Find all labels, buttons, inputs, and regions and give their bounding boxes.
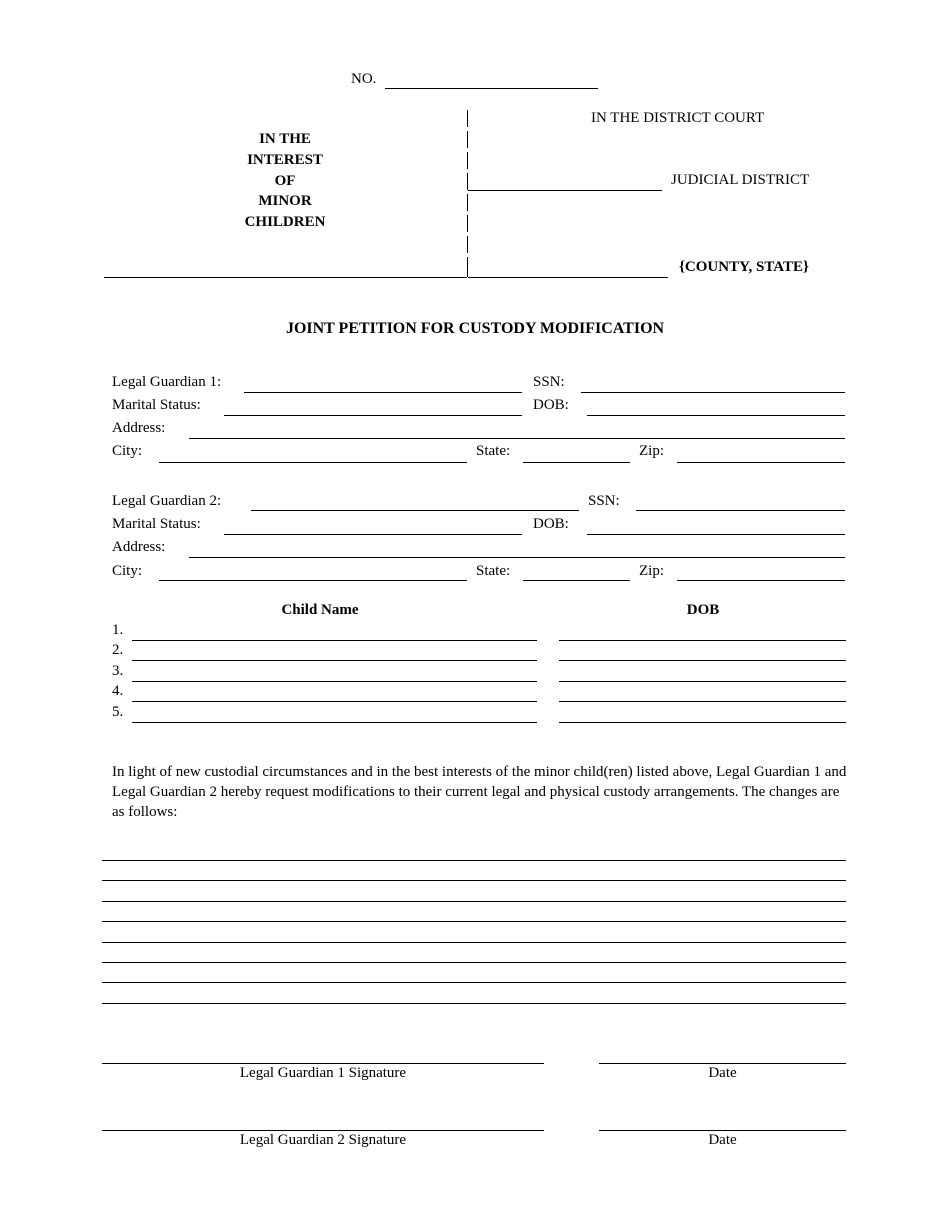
guardian2-ssn-field[interactable] [636, 510, 845, 511]
child-row-number: 1. [112, 622, 124, 638]
child-name-header: Child Name [281, 602, 359, 618]
guardian1-dob-field[interactable] [587, 415, 845, 416]
guardian1-date-label: Date [708, 1065, 737, 1081]
guardian1-date-field[interactable] [599, 1063, 846, 1064]
child-row-number: 3. [112, 663, 124, 679]
petition-statement: In light of new custodial circumstances and in the best interests of the minor child(ren) listed above, Legal Guardian 1 and Legal Guardian 2 hereby request modifications to their current legal and physical custody arrangements. The changes are as follows: [112, 764, 847, 820]
guardian1-state-field[interactable] [523, 462, 630, 463]
caption-divider [467, 110, 468, 127]
guardian1-name-field[interactable] [244, 392, 522, 393]
caption-divider [467, 236, 468, 253]
child-dob-header: DOB [686, 602, 720, 618]
guardian2-state-field[interactable] [523, 580, 630, 581]
guardian1-city-label: City: [112, 443, 143, 459]
child-name-field[interactable] [132, 640, 537, 641]
child-name-field[interactable] [132, 722, 537, 723]
guardian2-date-field[interactable] [599, 1130, 846, 1131]
guardian2-name-field[interactable] [251, 510, 579, 511]
caption-divider [467, 215, 468, 232]
guardian2-city-label: City: [112, 563, 143, 579]
caption-line-4: MINOR [258, 193, 312, 209]
judicial-district-label: JUDICIAL DISTRICT [671, 172, 810, 188]
guardian1-ssn-label: SSN: [533, 374, 565, 390]
guardian2-marital-field[interactable] [224, 534, 522, 535]
child-dob-field[interactable] [559, 681, 846, 682]
county-field[interactable] [468, 277, 668, 278]
guardian1-marital-label: Marital Status: [112, 397, 201, 413]
guardian2-date-label: Date [708, 1132, 737, 1148]
child-name-field[interactable] [132, 660, 537, 661]
court-name: IN THE DISTRICT COURT [591, 110, 765, 126]
guardian1-address-label: Address: [112, 420, 166, 436]
changes-line[interactable] [102, 880, 846, 881]
guardian2-name-label: Legal Guardian 2: [112, 493, 222, 509]
guardian2-address-label: Address: [112, 539, 166, 555]
changes-line[interactable] [102, 921, 846, 922]
guardian2-zip-field[interactable] [677, 580, 845, 581]
guardian2-dob-field[interactable] [587, 534, 845, 535]
guardian2-ssn-label: SSN: [588, 493, 620, 509]
guardian2-address-field[interactable] [189, 557, 845, 558]
guardian1-city-field[interactable] [159, 462, 467, 463]
guardian1-state-label: State: [476, 443, 511, 459]
child-row-number: 2. [112, 642, 124, 658]
guardian1-marital-field[interactable] [224, 415, 522, 416]
district-number-field[interactable] [468, 190, 662, 191]
caption-divider [467, 131, 468, 148]
caption-line-2: INTEREST [247, 152, 323, 168]
guardian1-name-label: Legal Guardian 1: [112, 374, 222, 390]
caption-divider [467, 257, 468, 277]
child-row-number: 4. [112, 683, 124, 699]
guardian1-address-field[interactable] [189, 438, 845, 439]
caption-line-3: OF [274, 173, 296, 189]
guardian1-zip-label: Zip: [639, 443, 664, 459]
guardian2-city-field[interactable] [159, 580, 467, 581]
caption-bottom-rule [104, 277, 467, 278]
case-number-field[interactable] [385, 88, 598, 89]
guardian2-marital-label: Marital Status: [112, 516, 201, 532]
guardian2-dob-label: DOB: [533, 516, 569, 532]
guardian2-signature-label: Legal Guardian 2 Signature [239, 1132, 407, 1148]
child-name-field[interactable] [132, 681, 537, 682]
county-state-label: {COUNTY, STATE} [679, 259, 809, 275]
child-dob-field[interactable] [559, 722, 846, 723]
caption-divider [467, 194, 468, 211]
guardian2-state-label: State: [476, 563, 511, 579]
guardian1-signature-field[interactable] [102, 1063, 544, 1064]
document-title: JOINT PETITION FOR CUSTODY MODIFICATION [285, 320, 665, 337]
guardian2-zip-label: Zip: [639, 563, 664, 579]
child-dob-field[interactable] [559, 660, 846, 661]
guardian1-signature-label: Legal Guardian 1 Signature [239, 1065, 407, 1081]
changes-line[interactable] [102, 962, 846, 963]
caption-divider [467, 173, 468, 190]
guardian1-ssn-field[interactable] [581, 392, 845, 393]
guardian2-signature-field[interactable] [102, 1130, 544, 1131]
child-dob-field[interactable] [559, 640, 846, 641]
caption-line-1: IN THE [259, 131, 311, 147]
child-row-number: 5. [112, 704, 124, 720]
guardian1-dob-label: DOB: [533, 397, 569, 413]
caption-line-5: CHILDREN [244, 214, 326, 230]
guardian1-zip-field[interactable] [677, 462, 845, 463]
changes-line[interactable] [102, 1003, 846, 1004]
caption-divider [467, 152, 468, 169]
changes-line[interactable] [102, 860, 846, 861]
changes-line[interactable] [102, 942, 846, 943]
child-dob-field[interactable] [559, 701, 846, 702]
case-number-label: NO. [351, 71, 377, 87]
child-name-field[interactable] [132, 701, 537, 702]
changes-line[interactable] [102, 901, 846, 902]
changes-line[interactable] [102, 982, 846, 983]
